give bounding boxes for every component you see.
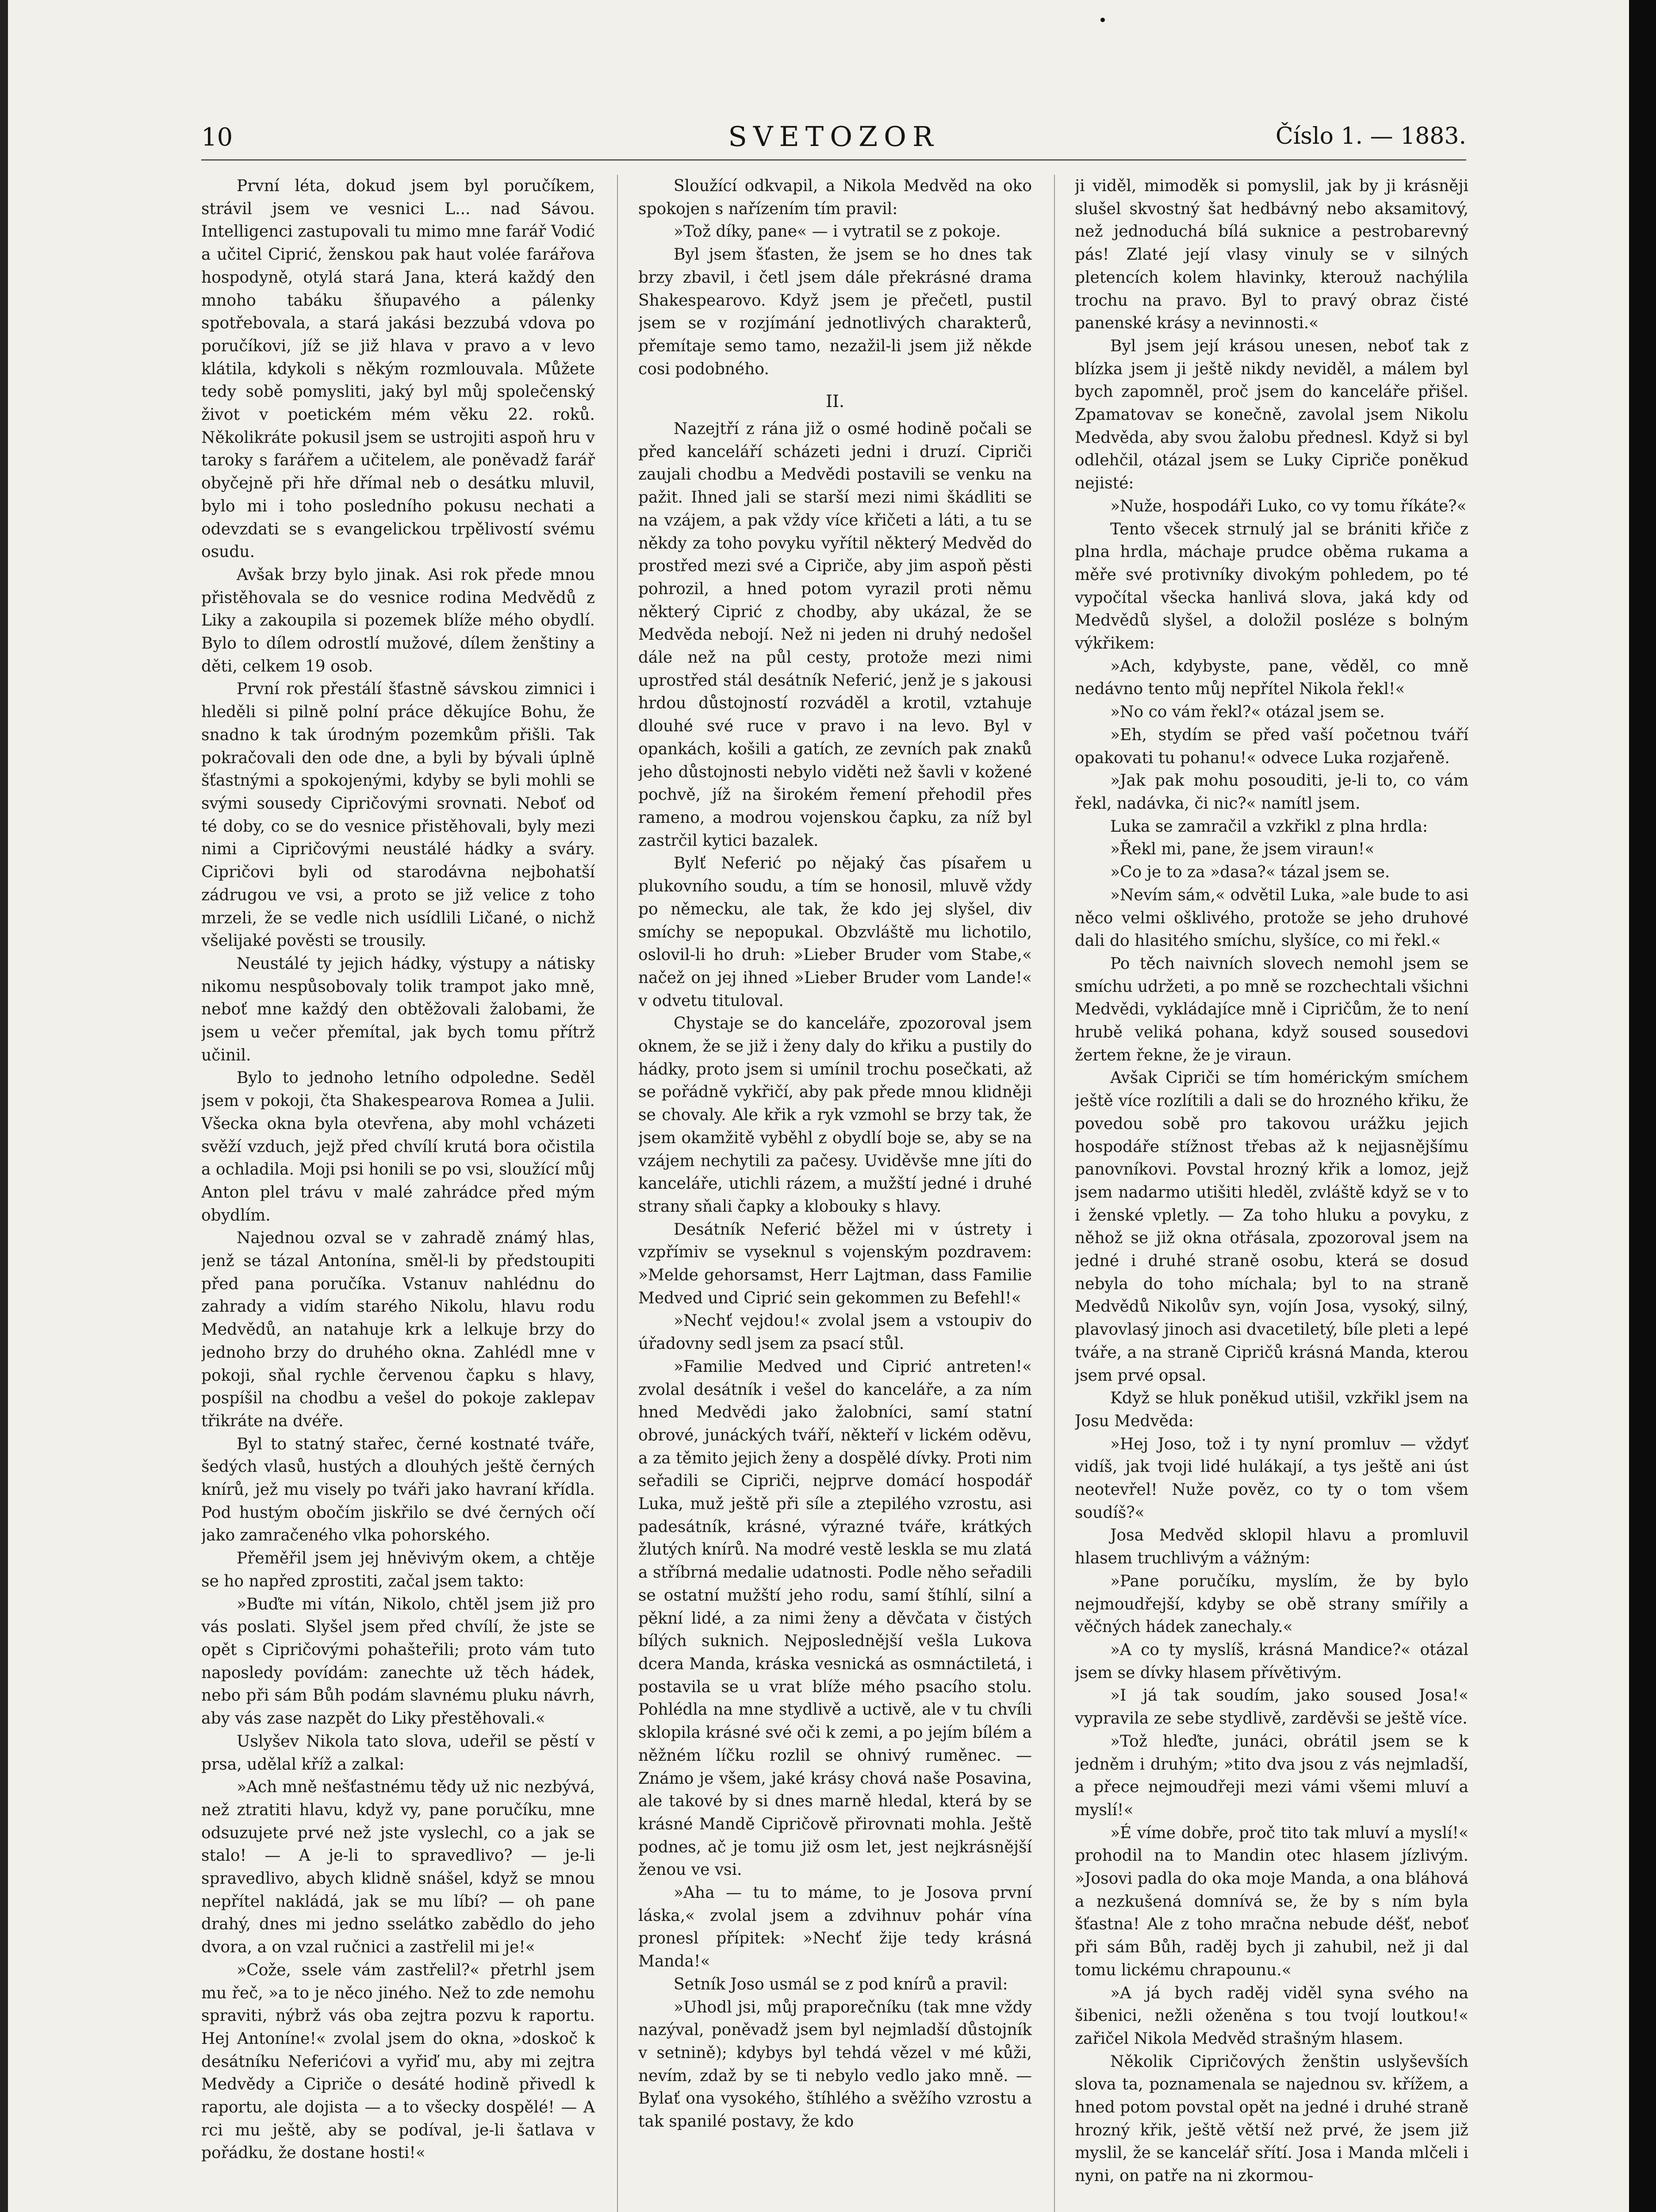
article-paragraph: Několik Cipričových ženštin uslyševších slova ta, poznamenala se najednou sv. křížem, a hned potom povstal opět na jedné i druhé straně hrozný křik, ještě větší než prvé, že jsem již myslil, že se kancelář sřítí. Josa i Manda mlčeli i nyni, on patře na ni zkormou- — [1075, 2052, 1468, 2185]
article-paragraph: Uslyšev Nikola tato slova, udeřil se pěstí v prsa, udělal kříž a zalkal: — [201, 1732, 595, 1774]
article-paragraph: »No co vám řekl?« otázal jsem se. — [1110, 703, 1385, 722]
article-paragraph: »Hej Joso, tož i ty nyní promluv — vždyť vidíš, jak tvoji lidé hulákají, a tys ještě ani úst neotevřel! Nuže pověz, co ty o tom všem soudíš?« — [1075, 1435, 1468, 1522]
article-paragraph: Najednou ozval se v zahradě známý hlas, jenž se tázal Antonína, směl-li by předstoupiti před pana poručíka. Vstanuv nahlédnu do zahrady a vidím starého Nikolu, hlavu rodu Medvědů, an natahuje krk a lelkuje brzy do jednoho brzy do druhého okna. Zahlédl mne v pokoji, sňal rychle červenou čapku s hlavy, pospíšil na chodbu a vešel do pokoje zaklepav třikráte na dvéře. — [201, 1229, 595, 1430]
article-paragraph: Tento všecek strnulý jal se brániti křiče z plna hrdla, máchaje prudce oběma rukama a měře své protivníky divokým pohledem, po té vypočítal všecka hanlivá slova, jaká kdy od Medvědů slyšel, a doložil posléze s bolným výkřikem: — [1075, 520, 1468, 653]
article-paragraph: »Nevím sám,« odvětil Luka, »ale bude to asi něco velmi ošklivého, protože se jeho druhové dali do hlasitého smíchu, slyšíce, co mi řekl.« — [1075, 886, 1468, 950]
article-paragraph: Po těch naivních slovech nemohl jsem se smíchu udržeti, a po mně se rozchechtali všichni Medvědi, vykládajíce mně i Cipričům, že to není hrubě veliká pohana, když soused sousedovi žertem řekne, že je viraun. — [1075, 954, 1468, 1064]
article-paragraph: »Aha — tu to máme, to je Josova první láska,« zvolal jsem a zdvihnuv pohár vína pronesl přípitek: »Nechť žije tedy krásná Manda!« — [638, 1884, 1032, 1971]
article-paragraph: Neustálé ty jejich hádky, výstupy a nátisky nikomu nespůsobovaly tolik trampot jako mně, neboť mne každý den obtěžovali žalobami, že jsem u večer přemítal, jak bych tomu přítrž učinil. — [201, 954, 595, 1064]
article-paragraph: »Buďte mi vítán, Nikolo, chtěl jsem již pro vás poslati. Slyšel jsem před chvílí, že jste se opět s Cipričovými pohašteřili; proto vám tuto naposledy povídám: zanechte už těch hádek, nebo při sám Bůh podám slavnému pluku návrh, aby vás zase nazpět do Liky přestěhovali.« — [201, 1595, 595, 1728]
article-paragraph: Chystaje se do kanceláře, zpozoroval jsem oknem, že se již i ženy daly do křiku a pustily do hádky, proto jsem si umínil trochu posečkati, až se pořádně vykřičí, aby pak přede mnou klidněji se chovaly. Ale křik a ryk vzmohl se brzy tak, že jsem okamžitě vyběhl z obydlí boje se, aby se na vzájem nechytili za pačesy. Uviděvše mne jíti do kanceláře, utichli rázem, a mužští jedné i druhé strany sňali čapky a klobouky s hlavy. — [638, 1014, 1032, 1216]
article-paragraph: Bylť Neferić po nějaký čas písařem u plukovního soudu, a tím se honosil, mluvě vždy po německu, ale tak, že kdo jej slyšel, div smíchy se nepopukal. Obzvláště mu lichotilo, oslovil-li ho druh: »Lieber Bruder vom Stabe,« načež on jej ihned »Lieber Bruder vom Lande!« v odvetu tituloval. — [638, 854, 1032, 1010]
article-paragraph: Avšak Cipriči se tím homérickým smíchem ještě více rozlítili a dali se do hrozného křiku, že povedou sobě pro takovou urážku jejich hospodáře stížnost třebas až k nejjasnějšímu panovníkovi. Povstal hrozný křik a lomoz, jejž jsem nadarmo utišiti hleděl, zvláště když se v to i ženské vpletly. — Za toho hluku a povyku, z něhož se již okna otřásala, zpozoroval jsem na jedné i druhé straně osobu, která se dosud nebyla do toho míchala; byl to na straně Medvědů Nikolův syn, vojín Josa, vysoký, silný, plavovlasý jinoch asi dvacetiletý, bíle pleti a lepé tváře, a na straně Cipričů krásná Manda, kterou jsem prvé opsal. — [1075, 1069, 1468, 1385]
masthead-title: SVETOZOR — [728, 120, 939, 153]
article-paragraph: »A co ty myslíš, krásná Mandice?« otázal jsem se dívky hlasem přívětivým. — [1075, 1641, 1468, 1682]
article-paragraph: »Ach mně nešťastnému tědy už nic nezbývá, než ztratiti hlavu, když vy, pane poručíku, mne odsuzujete prvé než jste vyslechl, co a jak se stalo! — A je-li to spravedlivo? — je-li spravedlivo, abych klidně snášel, když se mnou nepřítel nakládá, jak se mu líbí? — oh pane drahý, dnes mi jedno sselátko zabědlo do jeho dvora, a on vzal ručnici a zastřelil mi je!« — [201, 1778, 595, 1957]
article-paragraph: Desátník Neferić běžel mi v ústrety i vzpřímiv se vyseknul s vojenským pozdravem: »Melde gehorsamst, Herr Lajtman, dass Familie Medved und Ciprić sein gekommen zu Befehl!« — [638, 1220, 1032, 1307]
column-divider — [617, 175, 618, 2212]
page-number: 10 — [201, 123, 233, 152]
header-rule — [201, 159, 1466, 161]
article-paragraph: Setník Joso usmál se z pod knírů a pravil: — [674, 1975, 1008, 1993]
article-paragraph: První rok přestálí šťastně sávskou zimnici i hleděli si pilně polní práce děkujíce Bohu, že snadno k tak úrodným pozemkům přišli. Tak pokračovali den ode dne, a byli by bývali úplně šťastnými a spokojenými, kdyby se byli mohli se svými sousedy Cipričovými srovnati. Neboť od té doby, co se do vesnice přistěhovali, byly mezi nimi a Cipričovými neustálé hádky a sváry. Cipričovi byli od starodávna nejbohatší zádrugou ve vsi, a proto se již velice z toho mrzeli, že se vedle nich usídlili Ličané, o nichž všelijaké pověsti se trousily. — [201, 680, 595, 950]
article-paragraph: ji viděl, mimoděk si pomyslil, jak by ji krásněji slušel skvostný šat hedbávný nebo aksamitový, než jednoduchá bílá suknice a pestrobarevný pás! Zlaté její vlasy vinuly se v silných pletencích kolem hlavinky, kterouž nachýlila trochu na pravo. Byl to pravý obraz čisté panenské krásy a nevinnosti.« — [1075, 177, 1468, 333]
section-heading: II. — [825, 392, 845, 411]
text-column-2 — [638, 175, 1032, 2212]
article-paragraph: »Nechť vejdou!« zvolal jsem a vstoupiv do úřadovny sedl jsem za psací stůl. — [638, 1312, 1032, 1353]
article-paragraph: »A já bych raděj viděl syna svého na šibenici, nežli oženěna s tou tvojí loutkou!« zařičel Nikola Medvěd strašným hlasem. — [1075, 1984, 1468, 2048]
page-header — [201, 119, 1466, 158]
scan-edge — [0, 0, 8, 2212]
article-paragraph: Přeměřil jsem jej hněvivým okem, a chtěje se ho napřed zprostiti, začal jsem takto: — [201, 1549, 595, 1590]
text-column-3 — [1075, 175, 1468, 2212]
article-paragraph: »Nuže, hospodáři Luko, co vy tomu říkáte?« — [1110, 497, 1467, 515]
article-paragraph: »Co je to za »dasa?« tázal jsem se. — [1110, 863, 1390, 882]
article-paragraph: Byl to statný stařec, černé kostnaté tváře, šedých vlasů, hustých a dlouhých ještě černých knírů, jež mu visely po tváři jako havraní křídla. Pod hustým obočím jiskřilo se dvé černých očí jako zamračeného vlka pohorského. — [201, 1435, 595, 1545]
article-paragraph: »Jak pak mohu posouditi, je-li to, co vám řekl, nadávka, či nic?« namítl jsem. — [1075, 772, 1468, 813]
article-paragraph: Když se hluk poněkud utišil, vzkřikl jsem na Josu Medvěda: — [1075, 1389, 1468, 1430]
article-paragraph: »Ach, kdybyste, pane, věděl, co mně nedávno tento můj nepřítel Nikola řekl!« — [1075, 657, 1468, 699]
article-paragraph: Luka se zamračil a vzkřikl z plna hrdla: — [1110, 817, 1428, 836]
article-paragraph: »Pane poručíku, myslím, že by bylo nejmoudřejší, kdyby se obě strany smířily a věčných hádek zanechaly.« — [1075, 1572, 1468, 1636]
article-paragraph: Sloužící odkvapil, a Nikola Medvěd na oko spokojen s nařízením tím pravil: — [638, 177, 1032, 218]
article-paragraph: Nazejtří z rána již o osmé hodině počali se před kanceláří scházeti jedni i druzí. Cipriči zaujali chodbu a Medvědi postavili se venku na pažit. Ihned jali se starší mezi nimi škádliti se na vzájem, a pak vždy více křičeti a láti, a tu se někdy za toho povyku vyřítil některý Medvěd do prostřed mezi své a Cipriče, aby jim aspoň pěsti pohrozil, a hned potom vyrazil proti němu některý Ciprić z chodby, aby ukázal, že se Medvěda nebojí. Než ni jeden ni druhý nedošel dále než na půl cesty, protože mezi nimi uprostřed stál desátník Neferić, jenž je s jakousi hrdou důstojností rozváděl a krotil, vztahuje dlouhé své ruce v pravo i na levo. Byl v opankách, košili a gatích, ze zevních pak znaků jeho důstojnosti nebylo viděti než šavli v kožené pochvě, jíž na širokém řemení přehodil přes rameno, a modrou vojenskou čapku, za níž byl zastrčil kytici bazalek. — [638, 420, 1032, 850]
article-paragraph: Josa Medvěd sklopil hlavu a promluvil hlasem truchlivým a vážným: — [1075, 1526, 1468, 1568]
article-paragraph: »Řekl mi, pane, že jsem viraun!« — [1110, 840, 1375, 859]
article-paragraph: »I já tak soudím, jako soused Josa!« vypravila ze sebe stydlivě, zarděvši se ještě více. — [1075, 1686, 1468, 1728]
article-paragraph: »Uhodl jsi, můj praporečníku (tak mne vždy nazýval, poněvadž jsem byl nejmladší důstojník v setnině); kdybys byl tehdá vězel v mé kůži, nevím, zdaž by se ti nebylo vedlo jako mně. — Bylať ona vysokého, štíhlého a svěžího vzrostu a tak spanilé postavy, že kdo — [638, 1998, 1032, 2131]
issue-number: Číslo 1. — 1883. — [1275, 123, 1466, 150]
article-paragraph: Byl jsem její krásou unesen, neboť tak z blízka jsem ji ještě nikdy neviděl, a málem byl bych zapomněl, proč jsem do kanceláře přišel. Zpamatovav se konečně, zavolal jsem Nikolu Medvěda, aby svou žalobu přednesl. Když si byl odlehčil, otázal jsem se Luky Cipriče poněkud nejisté: — [1075, 337, 1468, 493]
article-paragraph: »É víme dobře, proč tito tak mluví a myslí!« prohodil na to Mandin otec hlasem jízlivým. »Josovi padla do oka moje Manda, a ona bláhová a nezkušená domnívá se, že by s ním byla šťastna! Ale z toho mračna nebude déšť, neboť při sám Bůh, raděj bych ji zahubil, než ji dal tomu lickému chrapounu.« — [1075, 1824, 1468, 1979]
article-paragraph: »Tož hleďte, junáci, obrátil jsem se k jedněm i druhým; »tito dva jsou z vás nejmladší, a přece nejmoudřeji mezi vámi všemi mluví a myslí!« — [1075, 1732, 1468, 1819]
article-paragraph: »Tož díky, pane« — i vytratil se z pokoje. — [674, 223, 1001, 241]
article-paragraph: Bylo to jednoho letního odpoledne. Seděl jsem v pokoji, čta Shakespearova Romea a Julii. Všecka okna byla otevřena, aby mohl vcházeti svěží vzduch, jejž před chvílí krutá bora očistila a ochladila. Moji psi honili se po vsi, sloužící můj Anton plel trávu v malé zahrádce před mým obydlím. — [201, 1069, 595, 1225]
article-paragraph: »Eh, stydím se před vaší početnou tváří opakovati tu pohanu!« odvece Luka rozjařeně. — [1075, 726, 1468, 767]
article-paragraph: »Cože, ssele vám zastřelil?« přetrhl jsem mu řeč, »a to je něco jiného. Než to zde nemohu spraviti, nýbrž vás oba zejtra pozvu k raportu. Hej Antoníne!« zvolal jsem do okna, »doskoč k desátníku Neferićovi a vyřiď mu, aby mi zejtra Medvědy a Cipriče o desáté hodině přivedl k raportu, ale dojista — a to všecky dospělé! — A rci mu ještě, aby se podíval, je-li šatlava v pořádku, že dostane hosti!« — [201, 1961, 595, 2162]
article-paragraph: První léta, dokud jsem byl poručíkem, strávil jsem ve vesnici L... nad Sávou. Intelligenci zastupovali tu mimo mne farář Vodić a učitel Ciprić, ženskou pak haut volée farářova hospodyně, otylá stará Jana, která každý den mnoho tabáku šňupavého a pálenky spotřebovala, a stará jakási bezzubá vdova po poručíkovi, jíž se již hlava v pravo a v levo klátila, kdykoli s někým rozmlouvala. Můžete tedy sobě pomysliti, jaký byl můj společenský život v poetickém mém věku 22. roků. Několikráte pokusil jsem se ustrojiti aspoň hru v taroky s farářem a učitelem, ale poněvadž farář obyčejně při hře dřímal neb o desátku mluvil, bylo mi i toho posledního pokusu nechati a odevzdati se s evangelickou trpělivostí svému osudu. — [201, 177, 595, 561]
article-paragraph: Avšak brzy bylo jinak. Asi rok přede mnou přistěhovala se do vesnice rodina Medvědů z Liky a zakoupila si pozemek blíže mého obydlí. Bylo to dílem odrostlí mužové, dílem ženštiny a děti, celkem 19 osob. — [201, 565, 595, 676]
text-column-1 — [201, 175, 595, 2212]
scan-speck — [1100, 18, 1105, 22]
article-paragraph: Byl jsem šťasten, že jsem se ho dnes tak brzy zbavil, i četl jsem dále překrásné drama Shakespearovo. Když jsem je přečetl, pustil jsem se v rozjímání jednotlivých charakterů, přemítaje semo tamo, nezažil-li jsem již někde cosi podobného. — [638, 246, 1032, 378]
article-paragraph: »Familie Medved und Ciprić antreten!« zvolal desátník i vešel do kanceláře, a za ním hned Medvědi jako žalobníci, samí statní obrové, junáckých tváří, někteří v lickém oděvu, a za těmito jejich ženy a dospělé dívky. Proti nim seřadili se Cipriči, nejprve domácí hospodář Luka, muž ještě při síle a ztepilého vzrostu, asi padesátník, krásné, výrazné tváře, krátkých žlutých knírů. Na modré vestě leskla se mu zlatá a stříbrná medalie udatnosti. Podle něho seřadili se ostatní mužští jeho rodu, samí štíhlí, silní a pěkní lidé, a za nimi ženy a děvčata v čistých bílých suknich. Nejposlednější vešla Lukova dcera Manda, kráska vesnická as osmnáctiletá, i postavila se u vrat blíže mého psacího stolu. Pohlédla na mne stydlivě a uctivě, ale v tu chvíli sklopila krásné své oči k zemi, a po jejím bílém a něžném líčku rozlil se ohnivý ruměnec. — Známo je všem, jaké krásy chová naše Posavina, ale takové by si dnes marně hledal, která by se krásné Mandě Cipričově přirovnati mohla. Ještě podnes, ač je tomu již osm let, jest nejkrásnější ženou ve vsi. — [638, 1357, 1032, 1879]
column-divider — [1054, 175, 1055, 2212]
